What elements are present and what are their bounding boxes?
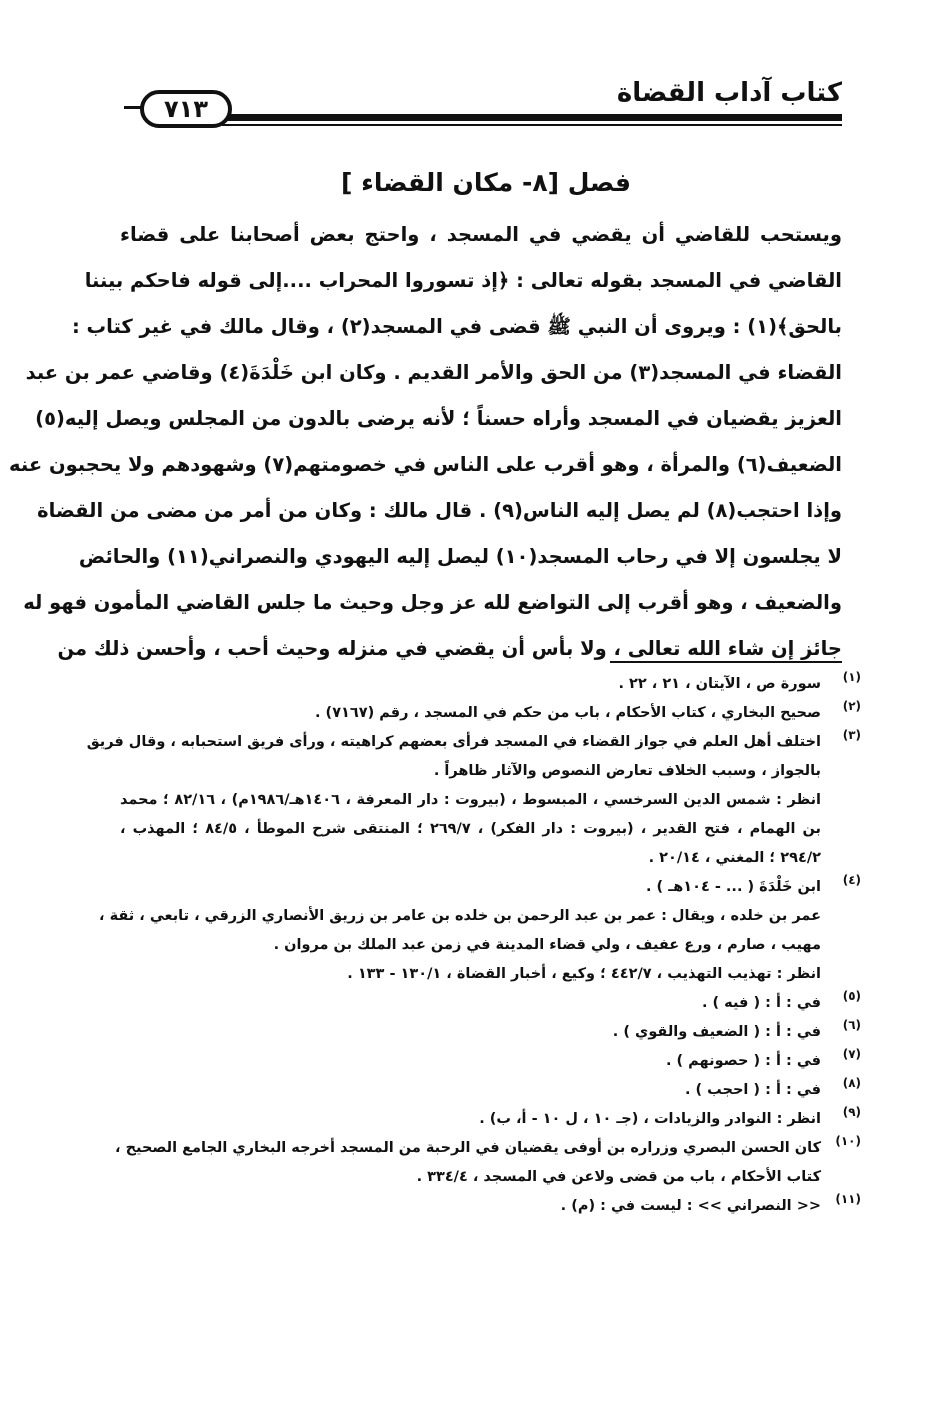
header-rule — [222, 114, 842, 121]
footnote-line: عمر بن خلده ، ويقال : عمر بن عبد الرحمن بن خلده بن عامر بن زريق الأنصاري الزرقي ، تابعي ، ثقة ، — [99, 908, 821, 924]
footnote-line: << النصراني >> : ليست في : (م) . — [560, 1198, 821, 1214]
page-number: ٧١٣ — [140, 90, 232, 128]
footnote-number: (٨) — [842, 1076, 861, 1090]
footnote-8 — [120, 1076, 865, 1105]
footnote-number: (٣) — [842, 728, 861, 742]
footnote-line: انظر : تهذيب التهذيب ، ٤٤٢/٧ ؛ وكيع ، أخبار القضاة ، ١٣٠/١ - ١٣٣ . — [347, 966, 821, 982]
text-line: بالحق﴾(١) : ويروى أن النبي ﷺ قضى في المسجد(٢) ، وقال مالك في غير كتاب : — [71, 315, 842, 338]
footnote-number: (٤) — [842, 873, 861, 887]
page-header — [130, 78, 842, 130]
text-line: والضعيف ، وهو أقرب إلى التواضع لله عز وجل وحيث ما جلس القاضي المأمون فهو له — [23, 591, 842, 614]
footnote-line: اختلف أهل العلم في جواز القضاء في المسجد فرأى بعضهم كراهيته ، ورأى فريق استحبابه ، وقال فريق — [86, 734, 821, 750]
main-text — [9, 212, 842, 672]
footnote-number: (٧) — [842, 1047, 861, 1061]
text-line: العزيز يقضيان في المسجد وأراه حسناً ؛ لأنه يرضى بالدون من المجلس ويصل إليه(٥) — [35, 407, 842, 430]
footnote-line: مهيب ، صارم ، ورع عفيف ، ولي قضاء المدينة في زمن عبد الملك بن مروان . — [273, 937, 821, 953]
footnote-separator — [610, 661, 842, 663]
footnote-9 — [120, 1105, 865, 1134]
footnote-line: سورة ص ، الآيتان ، ٢١ ، ٢٢ . — [618, 676, 821, 692]
footnote-10 — [115, 1134, 865, 1192]
footnote-number: (٥) — [842, 989, 861, 1003]
footnote-1 — [120, 670, 865, 699]
text-line: لا يجلسون إلا في رحاب المسجد(١٠) ليصل إليه اليهودي والنصراني(١١) والحائض — [78, 545, 842, 568]
footnote-line: صحيح البخاري ، كتاب الأحكام ، باب من حكم في المسجد ، رقم (٧١٦٧) . — [315, 705, 821, 721]
footnote-11 — [120, 1192, 865, 1221]
footnote-number: (٢) — [842, 699, 861, 713]
footnote-line: في : أ : ( حصونهم ) . — [665, 1053, 821, 1069]
footnote-line: انظر : شمس الدين السرخسي ، المبسوط ، (بيروت : دار المعرفة ، ١٤٠٦هـ/١٩٨٦م) ، ٨٢/١٦ ؛ محمد — [120, 792, 822, 808]
text-line: القضاء في المسجد(٣) من الحق والأمر القديم . وكان ابن خَلْدَةَ(٤) وقاضي عمر بن عبد — [25, 361, 842, 384]
text-line: وإذا احتجب(٨) لم يصل إليه الناس(٩) . قال مالك : وكان من أمر من مضى من القضاة — [37, 499, 842, 522]
footnote-number: (٦) — [842, 1018, 861, 1032]
footnote-2 — [120, 699, 865, 728]
footnotes — [86, 670, 865, 1221]
footnote-line: بن الهمام ، فتح القدير ، (بيروت : دار الفكر) ، ٢٦٩/٧ ؛ المنتقى شرح الموطأ ، ٨٤/٥ ؛ المهذب ، — [120, 821, 821, 837]
text-line: ويستحب للقاضي أن يقضي في المسجد ، واحتج بعض أصحابنا على قضاء — [120, 223, 842, 246]
footnote-line: ابن خَلْدَةَ ( ... - ١٠٤هـ ) . — [646, 879, 821, 895]
footnote-3 — [86, 728, 865, 873]
footnote-number: (٩) — [842, 1105, 861, 1119]
header-rule-thin — [222, 124, 842, 126]
footnote-line: انظر : النوادر والزيادات ، (جـ ١٠ ، ل ١٠ - أ، ب) . — [479, 1111, 821, 1127]
running-title: كتاب آداب القضاة — [616, 78, 842, 108]
text-line: القاضي في المسجد بقوله تعالى : ﴿إذ تسوروا المحراب ....إلى قوله فاحكم بيننا — [84, 269, 842, 292]
footnote-7 — [120, 1047, 865, 1076]
footnote-line: في : أ : ( الضعيف والقوي ) . — [612, 1024, 821, 1040]
footnote-line: في : أ : ( فيه ) . — [701, 995, 821, 1011]
text-line: جائز إن شاء الله تعالى ، ولا بأس أن يقضي في منزله وحيث أحب ، وأحسن ذلك من — [57, 637, 842, 660]
footnote-line: ٢٩٤/٢ ؛ المغني ، ٢٠/١٤ . — [648, 850, 821, 866]
footnote-4 — [99, 873, 865, 989]
footnote-line: كان الحسن البصري وزراره بن أوفى يقضيان في الرحبة من المسجد أخرجه البخاري الجامع الصحيح ، — [115, 1140, 821, 1156]
footnote-number: (١) — [842, 670, 861, 684]
footnote-line: بالجواز ، وسبب الخلاف تعارض النصوص والآثار ظاهراً . — [433, 763, 821, 779]
footnote-6 — [120, 1018, 865, 1047]
footnote-5 — [120, 989, 865, 1018]
footnote-line: في : أ : ( احجب ) . — [684, 1082, 821, 1098]
footnote-number: (١٠) — [835, 1134, 861, 1148]
footnote-line: كتاب الأحكام ، باب من قضى ولاعن في المسجد ، ٣٣٤/٤ . — [416, 1169, 821, 1185]
footnote-number: (١١) — [835, 1192, 861, 1206]
text-line: الضعيف(٦) والمرأة ، وهو أقرب على الناس في خصومتهم(٧) وشهودهم ولا يحجبون عنه — [9, 453, 842, 476]
section-heading: فصل [٨- مكان القضاء ] — [340, 168, 632, 197]
